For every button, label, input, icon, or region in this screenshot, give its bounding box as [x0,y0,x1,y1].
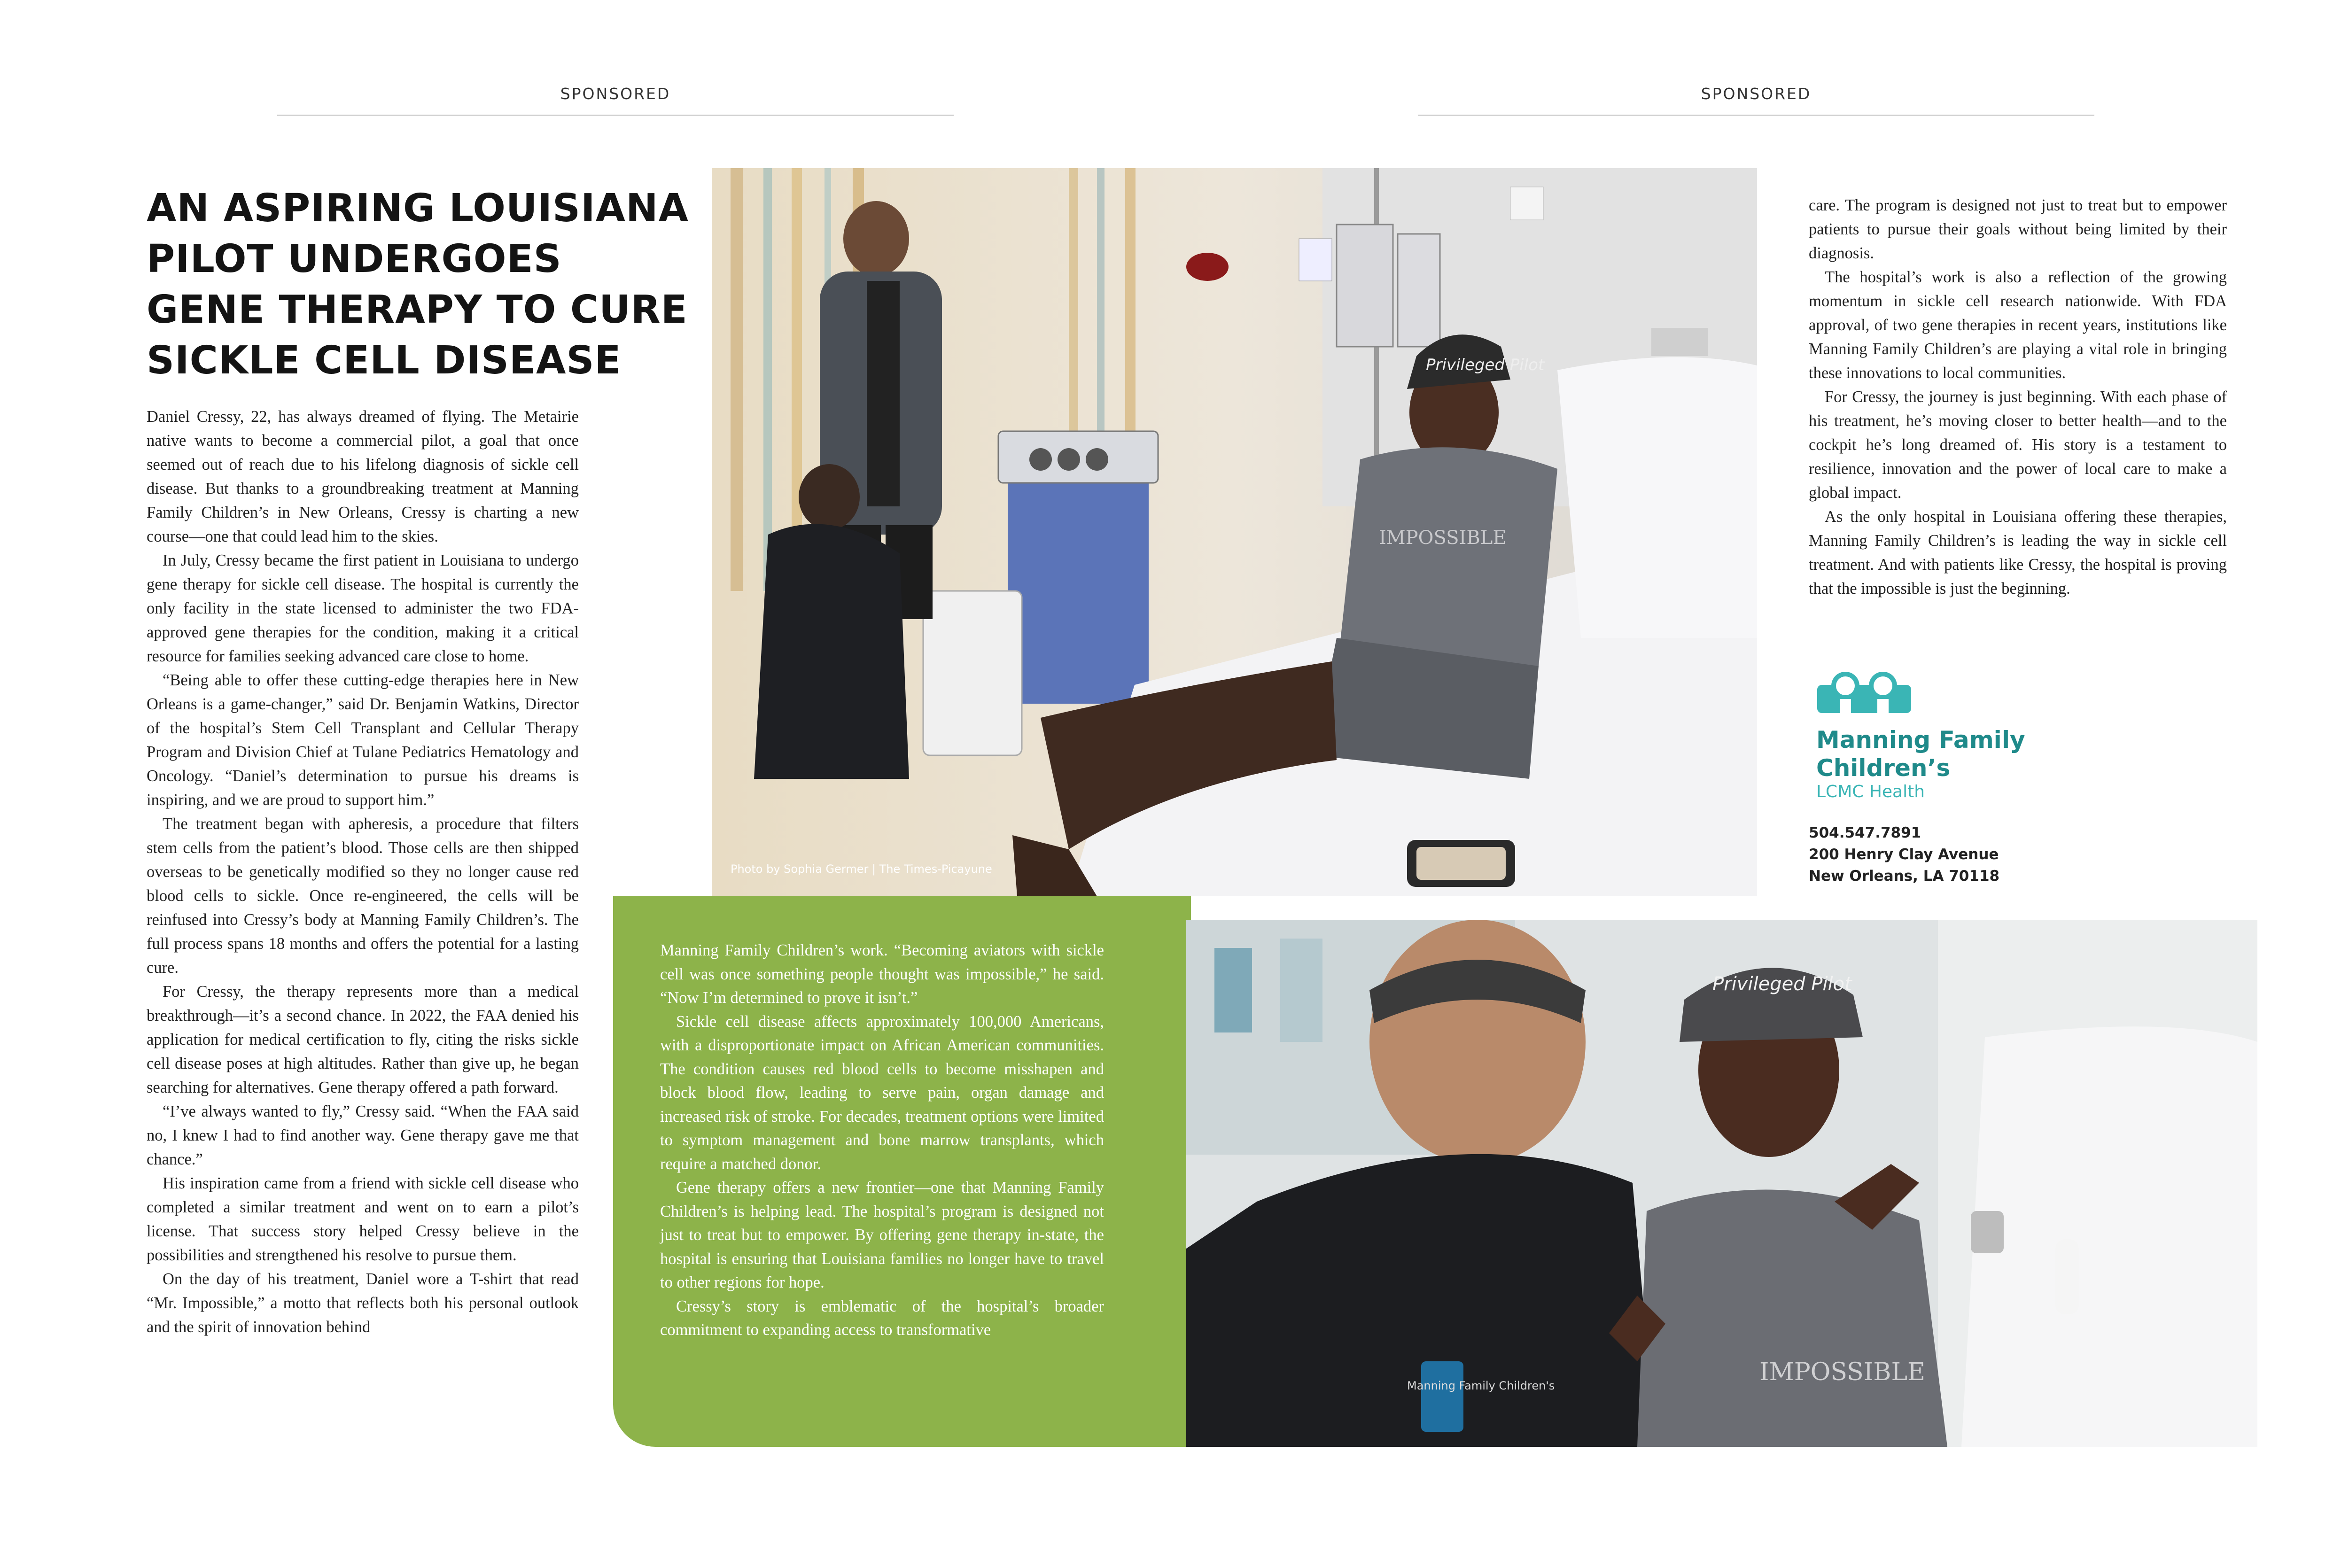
two-children-logo-icon [1817,666,1911,722]
logo-name-line: Manning Family [1816,726,2025,753]
paragraph: On the day of his treatment, Daniel wore a T-shirt that read “Mr. Impossible,” a motto that reflects both his personal outlook and the spirit of innovation behind [147,1270,579,1336]
sponsored-label-right: SPONSORED [1701,85,1812,103]
photo-patient-treatment [712,168,1757,896]
photo-selfie [1186,920,2257,1447]
headline-line: SICKLE CELL DISEASE [147,338,622,383]
contact-city: New Orleans, LA 70118 [1809,868,2000,885]
headline-line: GENE THERAPY TO CURE [147,287,688,332]
paragraph: Manning Family Children’s work. “Becoming aviators with sickle cell was once something people thought was impossible,” he said. “Now I’m determined to prove it isn’t.” [660,941,1104,1007]
badge-text: Manning Family Children's [1407,1379,1555,1392]
hat-text: Privileged Pilot [1426,356,1545,374]
paragraph: Sickle cell disease affects approximately 100,000 Americans, with a disproportionate impact on African American communities. The condition causes red blood cells to become misshapen and block blood flow, leading to serve pain, organ damage and increased risk of stroke. For decades, treatment options were limited to symptom management and bone marrow transplants, which require a matched donor. [660,1012,1104,1173]
photo-illustration [712,168,1757,896]
paragraph: The hospital’s work is also a reflection of the growing momentum in sickle cell research nationwide. With FDA approval, of two gene therapies in recent years, institutions like Manning Family Children’s are playing a vital role in bringing these innovations to local communities. [1809,268,2227,382]
paragraph: As the only hospital in Louisiana offering these therapies, Manning Family Children’s is leading the way in sickle cell treatment. And with patients like Cressy, the hospital is proving that the impossible is just the beginning. [1809,508,2227,598]
header-rule-right [1418,115,2094,116]
headline-line: PILOT UNDERGOES [147,237,562,281]
paragraph: For Cressy, the therapy represents more than a medical breakthrough—it’s a second chance. In 2022, the FAA denied his application for medical certification to fly, citing the risks sickle cell disease poses at high altitudes. Rather than give up, he began searching for alternatives. Gene therapy offered a path forward. [147,983,579,1096]
article-column-3 [1809,194,2227,601]
paragraph: His inspiration came from a friend with sickle cell disease who completed a similar treatment and went on to earn a pilot’s license. That success story helped Cressy believe in the possibilities and strengthened his resolve to pursue them. [147,1174,579,1264]
shirt-text: IMPOSSIBLE [1379,527,1507,549]
photo-illustration [1186,920,2257,1447]
logo-subtitle: LCMC Health [1816,782,1925,801]
hospital-logo-text [1816,726,2145,801]
headline-line: AN ASPIRING LOUISIANA [147,186,689,231]
paragraph: Cressy’s story is emblematic of the hospital’s broader commitment to expanding access to transformative [660,1297,1104,1339]
paragraph: Daniel Cressy, 22, has always dreamed of flying. The Metairie native wants to become a commercial pilot, a goal that once seemed out of reach due to his lifelong diagnosis of sickle cell disease. But thanks to a groundbreaking treatment at Manning Family Children’s in New Orleans, Cressy is charting a new course—one that could lead him to the skies. [147,408,579,545]
article-column-1 [147,405,579,1339]
paragraph: In July, Cressy became the first patient in Louisiana to undergo gene therapy for sickle cell disease. The hospital is currently the only facility in the state licensed to administer the two FDA-approved gene therapies for the condition, making it a critical resource for families seeking advanced care close to home. [147,551,579,665]
hat-text: Privileged Pilot [1712,973,1852,995]
contact-phone: 504.547.7891 [1809,824,1921,841]
sponsored-label-left: SPONSORED [560,85,671,103]
article-column-2 [660,939,1104,1342]
paragraph: care. The program is designed not just to treat but to empower patients to pursue their goals without being limited by their diagnosis. [1809,196,2227,262]
paragraph: “Being able to offer these cutting-edge therapies here in New Orleans is a game-changer,” said Dr. Benjamin Watkins, Director of the hospital’s Stem Cell Transplant and Cellular Therapy Program and Division Chief at Tulane Pediatrics Hematology and Oncology. “Daniel’s determination to pursue his dreams is inspiring, and we are proud to support him.” [147,671,579,809]
shirt-text: IMPOSSIBLE [1759,1358,1925,1386]
contact-block [1809,822,2138,887]
logo-name-line: Children’s [1816,754,1951,782]
paragraph: The treatment began with apheresis, a procedure that filters stem cells from the patient’s blood. Those cells are then shipped overseas to be genetically modified so they no longer cause red blood cells to sickle. Once re-engineered, the cells will be reinfused into Cressy’s body at Manning Family Children’s. The full process spans 18 months and offers the potential for a lasting cure. [147,815,579,977]
photo-credit: Photo by Sophia Germer | The Times-Picayune [731,862,992,876]
article-headline [147,183,696,386]
paragraph: “I’ve always wanted to fly,” Cressy said. “When the FAA said no, I knew I had to find another way. Gene therapy gave me that chance.” [147,1102,579,1168]
contact-street: 200 Henry Clay Avenue [1809,846,1999,863]
header-rule-left [277,115,954,116]
paragraph: Gene therapy offers a new frontier—one that Manning Family Children’s is helping lead. The hospital’s program is designed not just to treat but to empower. By offering gene therapy in-state, the hospital is ensuring that Louisiana families no longer have to travel to other regions for hope. [660,1179,1104,1291]
paragraph: For Cressy, the journey is just beginning. With each phase of his treatment, he’s moving closer to better health—and to the cockpit he’s long dreamed of. His story is a testament to resilience, innovation and the power of local care to make a global impact. [1809,388,2227,502]
